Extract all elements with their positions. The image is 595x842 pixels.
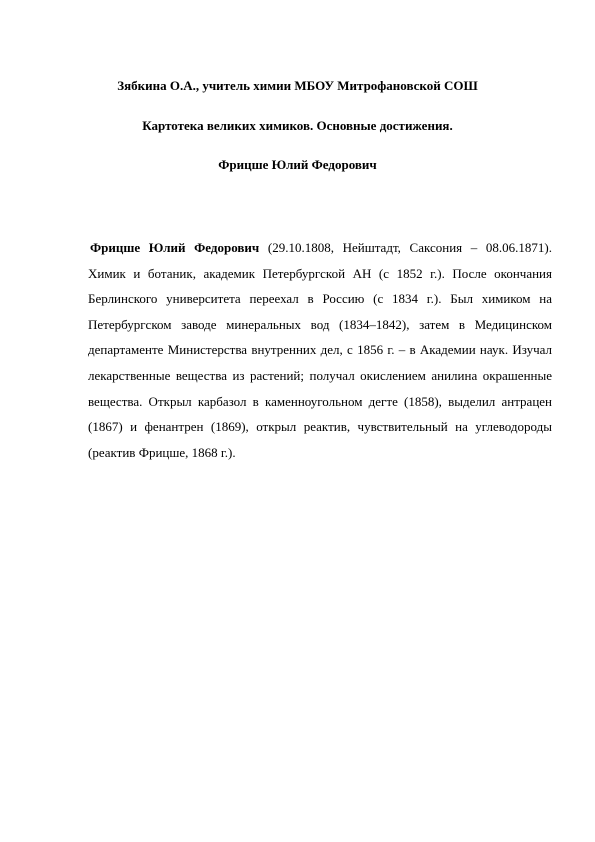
- document-title: Картотека великих химиков. Основные достижения.: [142, 118, 453, 133]
- paragraph-lead-name: Фрицше Юлий Федорович: [90, 240, 260, 255]
- author-line: Зябкина О.А., учитель химии МБОУ Митрофановской СОШ: [117, 78, 478, 93]
- biography-paragraph: [88, 235, 552, 465]
- subject-name: Фрицше Юлий Федорович: [218, 157, 377, 172]
- paragraph-body: (29.10.1808, Нейштадт, Саксония – 08.06.1871). Химик и ботаник, академик Петербургской АН (с 1852 г.). После окончания Берлинского университета переехал в Россию (с 1834 г.). Был химиком на Петербургском заводе минеральных вод (1834–1842), затем в Медицинском департаменте Министерства внутренних дел, с 1856 г. – в Академии наук. Изучал лекарственные вещества из растений; получал окислением анилина окрашенные вещества. Открыл карбазол в каменноугольном дегте (1858), выделил антрацен (1867) и фенантрен (1869), открыл реактив, чувствительный на углеводороды (реактив Фрицше, 1868 г.).: [88, 240, 552, 460]
